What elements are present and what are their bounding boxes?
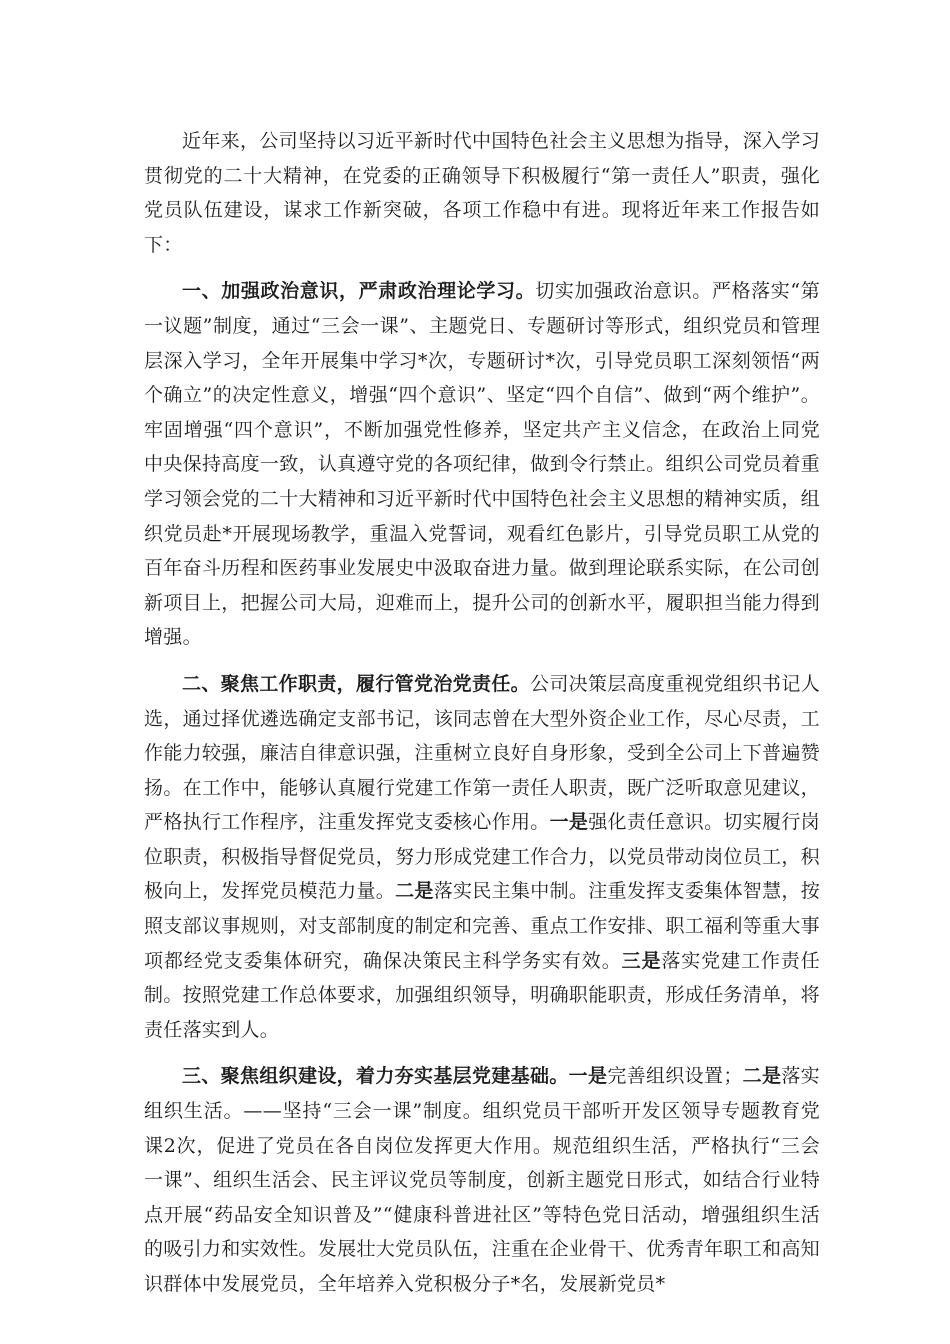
section-2-paragraph bbox=[144, 667, 820, 1048]
intro-text: 近年来，公司坚持以习近平新时代中国特色社会主义思想为指导，深入学习贯彻党的二十大精神，在党委的正确领导下积极履行“第一责任人”职责，强化党员队伍建设，谋求工作新突破，各项工作稳中有进。现将近年来工作报告如下： bbox=[144, 130, 820, 256]
section-3-item-1-text: 完善组织设置； bbox=[607, 1065, 743, 1088]
section-2-item-3-text: 落实党建工作责任制。按照党建工作总体要求，加强组织领导，明确职能职责，形成任务清单，将责任落实到人。 bbox=[144, 949, 821, 1041]
section-2-item-1-label: 一是 bbox=[549, 811, 589, 834]
section-3-heading: 三、聚焦组织建设，着力夯实基层党建基础。 bbox=[182, 1065, 569, 1088]
section-2-item-2-label: 二是 bbox=[395, 880, 434, 903]
intro-paragraph bbox=[144, 124, 820, 262]
section-2-item-2-text: 落实民主集中制。注重发挥支委集体智慧，按照支部议事规则，对支部制度的制定和完善、重点工作安排、职工福利等重大事项都经党支委集体研究，确保决策民主科学务实有效。 bbox=[144, 880, 820, 972]
section-2-item-1-text: 强化责任意识。切实履行岗位职责，积极指导督促党员，努力形成党建工作合力，以党员带动岗位员工，积极向上，发挥党员模范力量。 bbox=[144, 811, 820, 903]
section-3-paragraph bbox=[144, 1059, 820, 1301]
section-3-item-2-label: 二是 bbox=[742, 1065, 782, 1088]
section-1-heading: 一、加强政治意识，严肃政治理论学习。 bbox=[182, 280, 536, 303]
section-3-item-1-label: 一是 bbox=[568, 1065, 608, 1088]
section-3-item-2-text: 落实组织生活。——坚持“三会一课”制度。组织党员干部听开发区领导专题教育党课2次，促进了党员在各自岗位发挥更大作用。规范组织生活，严格执行“三会一课”、组织生活会、民主评议党员等制度，创新主题党日形式，如结合行业特点开展“药品安全知识普及”“健康科普进社区”等特色党日活动，增强组织生活的吸引力和实效性。发展壮大党员队伍，注重在企业骨干、优秀青年职工和高知识群体中发展党员，全年培养入党积极分子*名，发展新党员* bbox=[144, 1065, 820, 1295]
section-2-body: 公司决策层高度重视党组织书记人选，通过择优遴选确定支部书记，该同志曾在大型外资企业工作，尽心尽责，工作能力较强，廉洁自律意识强，注重树立良好自身形象，受到全公司上下普遍赞扬。在工作中，能够认真履行党建工作第一责任人职责，既广泛听取意见建议，严格执行工作程序，注重发挥党支委核心作用。 bbox=[144, 672, 820, 834]
section-1-body: 切实加强政治意识。严格落实“第一议题”制度，通过“三会一课”、主题党日、专题研讨等形式，组织党员和管理层深入学习，全年开展集中学习*次，专题研讨*次，引导党员职工深刻领悟“两个确立”的决定性意义，增强“四个意识”、坚定“四个自信”、做到“两个维护”。牢固增强“四个意识”，不断加强党性修养，坚定共产主义信念，在政治上同党中央保持高度一致，认真遵守党的各项纪律，做到令行禁止。组织公司党员着重学习领会党的二十大精神和习近平新时代中国特色社会主义思想的精神实质，组织党员赴*开展现场教学，重温入党誓词，观看红色影片，引导党员职工从党的百年奋斗历程和医药事业发展史中汲取奋进力量。做到理论联系实际，在公司创新项目上，把握公司大局，迎难而上，提升公司的创新水平，履职担当能力得到增强。 bbox=[144, 280, 821, 649]
section-2-item-3-label: 三是 bbox=[621, 949, 662, 972]
section-1-paragraph bbox=[144, 274, 820, 655]
section-2-heading: 二、聚焦工作职责，履行管党治党责任。 bbox=[182, 672, 531, 695]
document-page bbox=[144, 124, 820, 1302]
